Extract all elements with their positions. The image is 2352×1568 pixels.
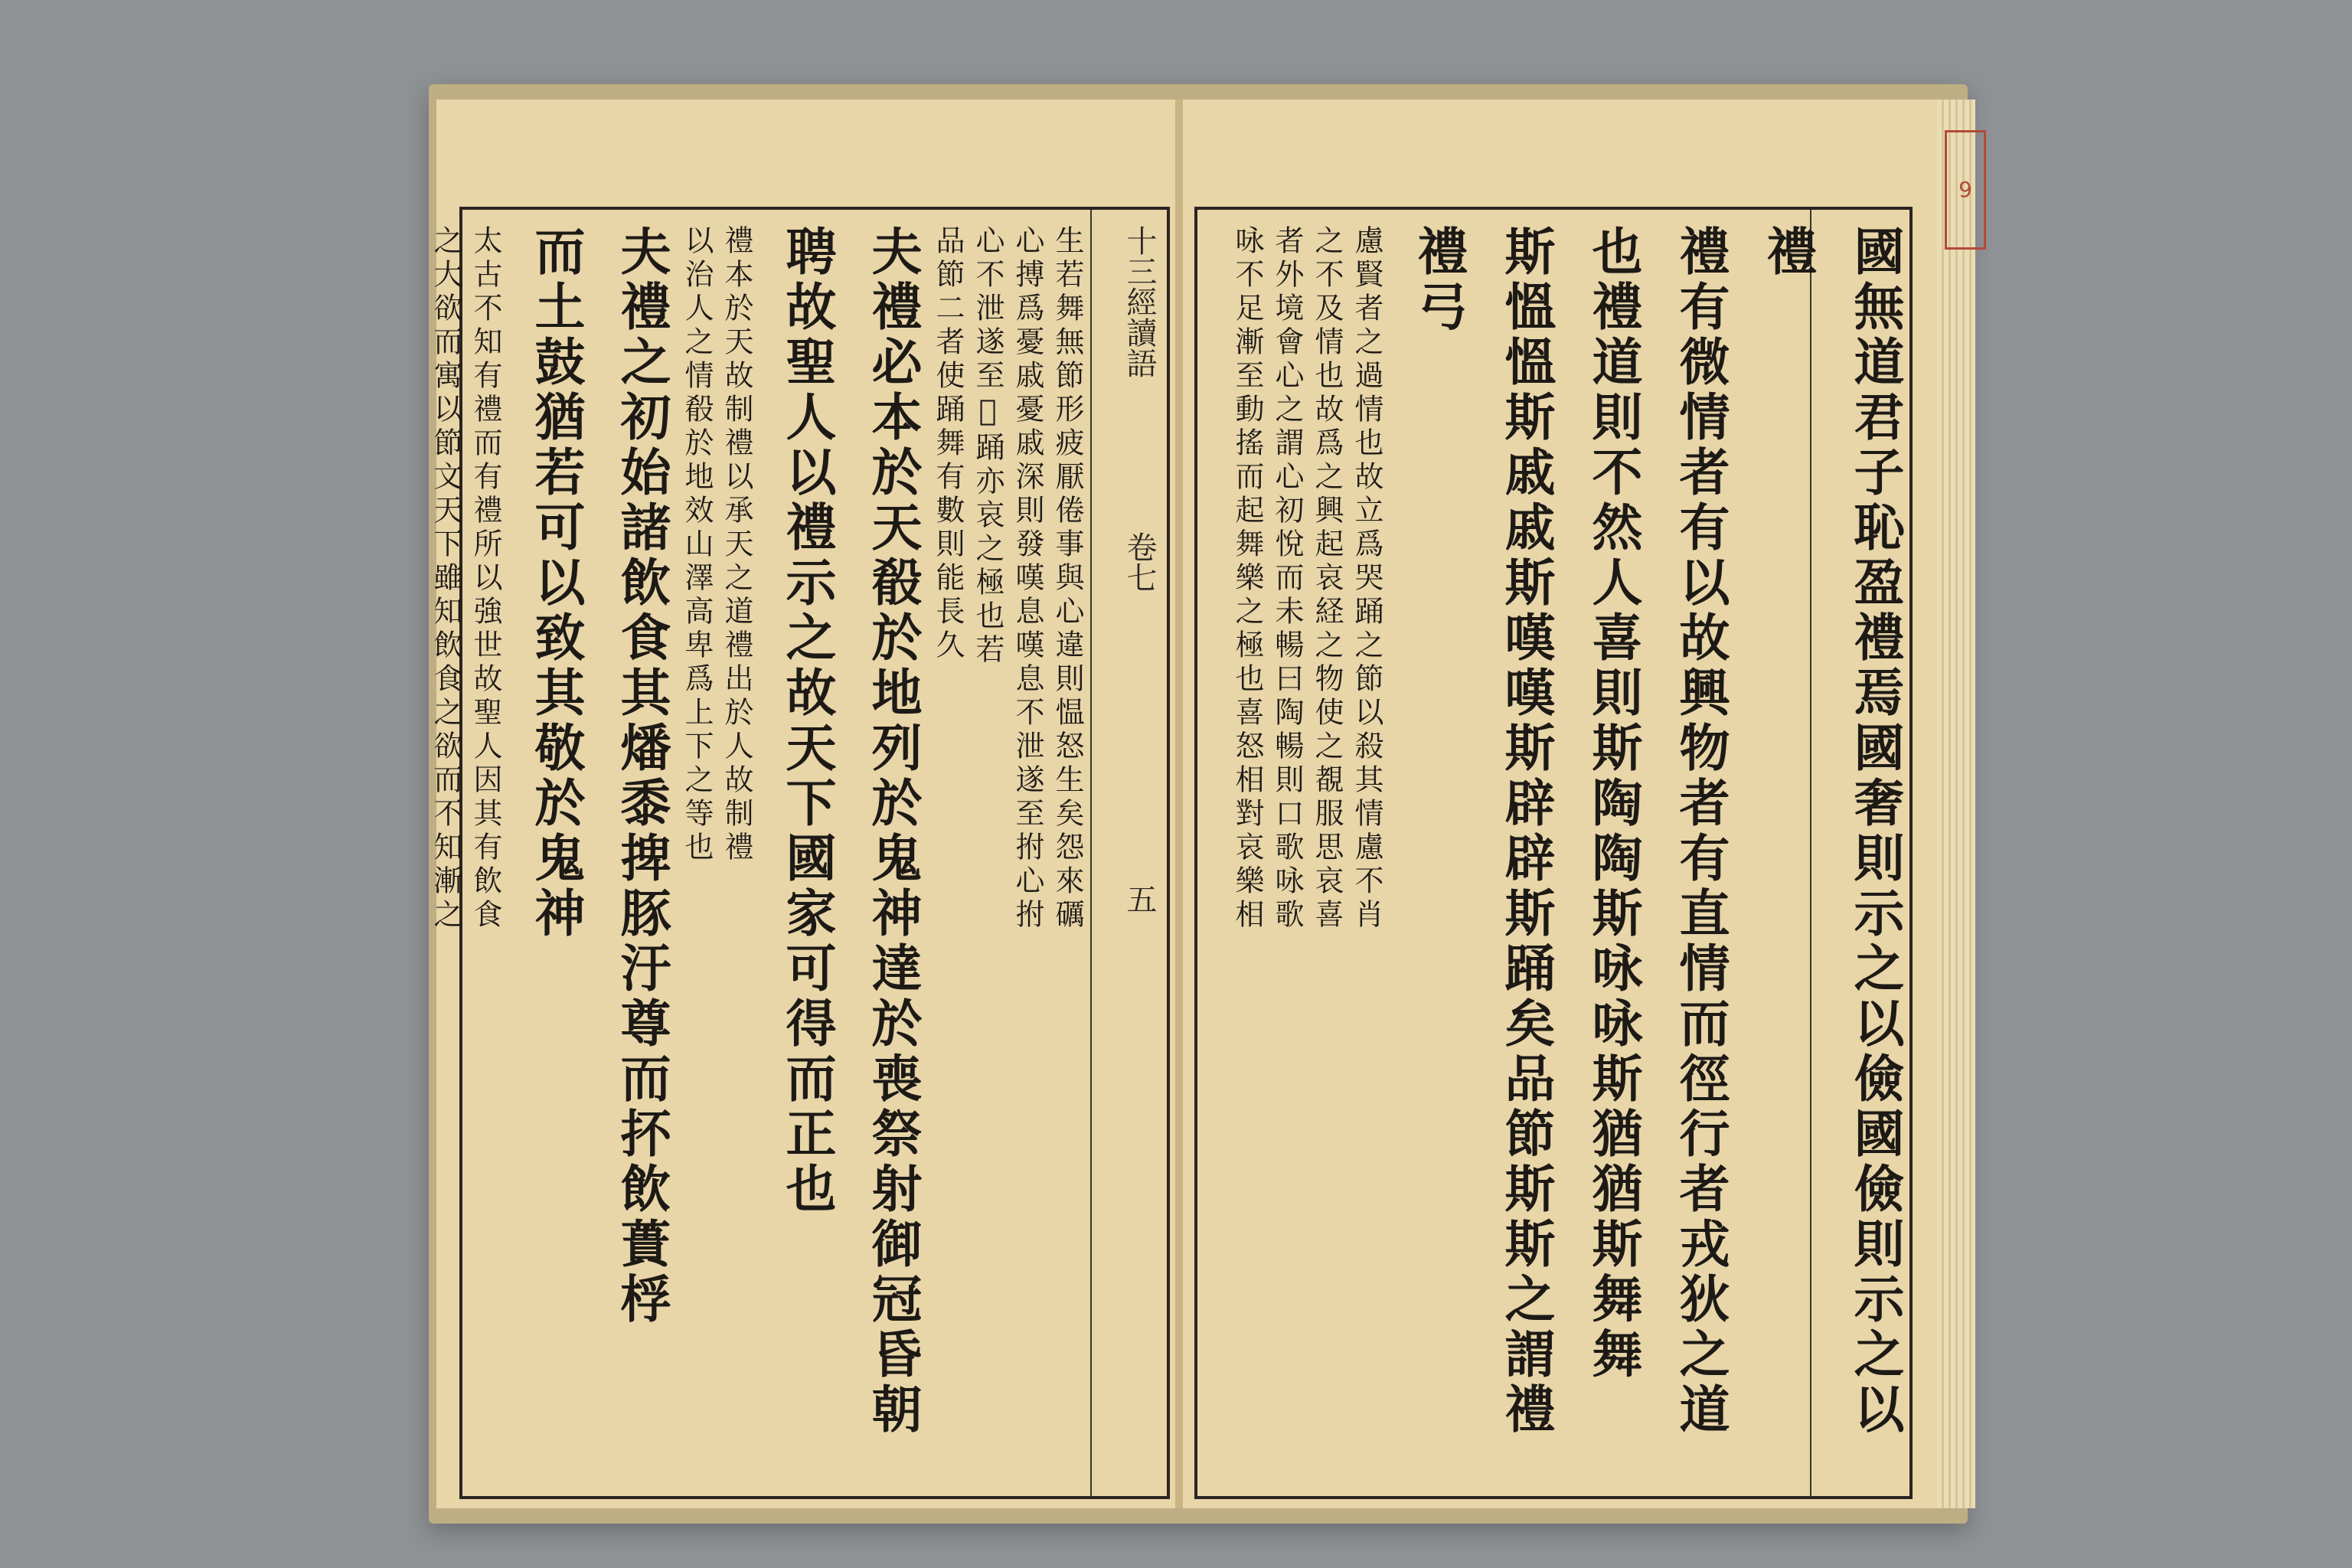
text-column: 心不泄遂至𨇾踊亦哀之極也若 <box>971 225 1004 668</box>
left-page <box>429 100 1179 1508</box>
text-column: 以治人之情殽於地效山澤高卑爲上下之等也 <box>680 225 714 865</box>
text-column: 禮弓 <box>1409 225 1468 335</box>
margin-book-title: 十三經讀語 <box>1122 225 1157 378</box>
text-column: 心搏爲憂戚憂戚深則發嘆息嘆息不泄遂至拊心拊 <box>1011 225 1044 933</box>
text-column: 斯慍慍斯戚戚斯嘆嘆斯辟辟斯踊矣品節斯斯之謂禮 <box>1496 225 1556 1438</box>
open-book <box>429 84 1972 1524</box>
text-column: 咏不足漸至動搖而起舞樂之極也喜怒相對哀樂相 <box>1230 225 1264 933</box>
margin-volume: 卷七 <box>1122 531 1157 593</box>
text-column: 生若舞無節形疲厭倦事與心違則愠怒生矣怨來礪 <box>1050 225 1084 933</box>
margin-divider <box>1090 210 1092 1496</box>
left-text-frame <box>429 207 1170 1499</box>
text-column: 太古不知有禮而有禮所以強世故聖人因其有飲食 <box>469 225 502 933</box>
text-column: 國無道君子恥盈禮焉國奢則示之以儉國儉則示之以 <box>1845 225 1905 1438</box>
margin-page-number: 五 <box>1122 884 1157 914</box>
text-column: 禮有微情者有以故興物者有直情而徑行者戎狄之道 <box>1671 225 1730 1438</box>
right-text-frame <box>1194 207 1913 1499</box>
text-column: 夫禮必本於天殽於地列於鬼神達於喪祭射御冠昏朝 <box>863 225 923 1438</box>
book-gutter <box>1175 100 1183 1508</box>
text-column: 之大欲而寓以節文天下雖知飲食之欲而不知漸之 <box>429 225 462 933</box>
text-column: 慮賢者之過情也故立爲哭踊之節以殺其情慮不肖 <box>1350 225 1383 933</box>
page-edges <box>1937 100 1975 1508</box>
right-page <box>1179 100 1937 1508</box>
text-column: 禮本於天故制禮以承天之道禮出於人故制禮 <box>720 225 753 865</box>
text-column: 禮 <box>1758 225 1818 280</box>
text-column: 夫禮之初始諸飲食其燔黍捭豚汙尊而抔飲蕢桴 <box>612 225 671 1328</box>
text-column: 品節二者使踊舞有數則能長久 <box>931 225 965 663</box>
text-column: 者外境會心之謂心初悅而未暢曰陶暢則口歌咏歌 <box>1270 225 1304 933</box>
text-column: 之不及情也故爲之興起哀経之物使之覩服思哀喜 <box>1310 225 1344 933</box>
text-column: 也禮道則不然人喜則斯陶陶斯咏咏斯猶猶斯舞舞 <box>1583 225 1643 1383</box>
text-column: 聘故聖人以禮示之故天下國家可得而正也 <box>777 225 837 1217</box>
text-column: 而土鼓猶若可以致其敬於鬼神 <box>526 225 586 942</box>
margin-divider <box>1810 210 1811 1496</box>
library-seal: 9 <box>1945 130 1986 250</box>
